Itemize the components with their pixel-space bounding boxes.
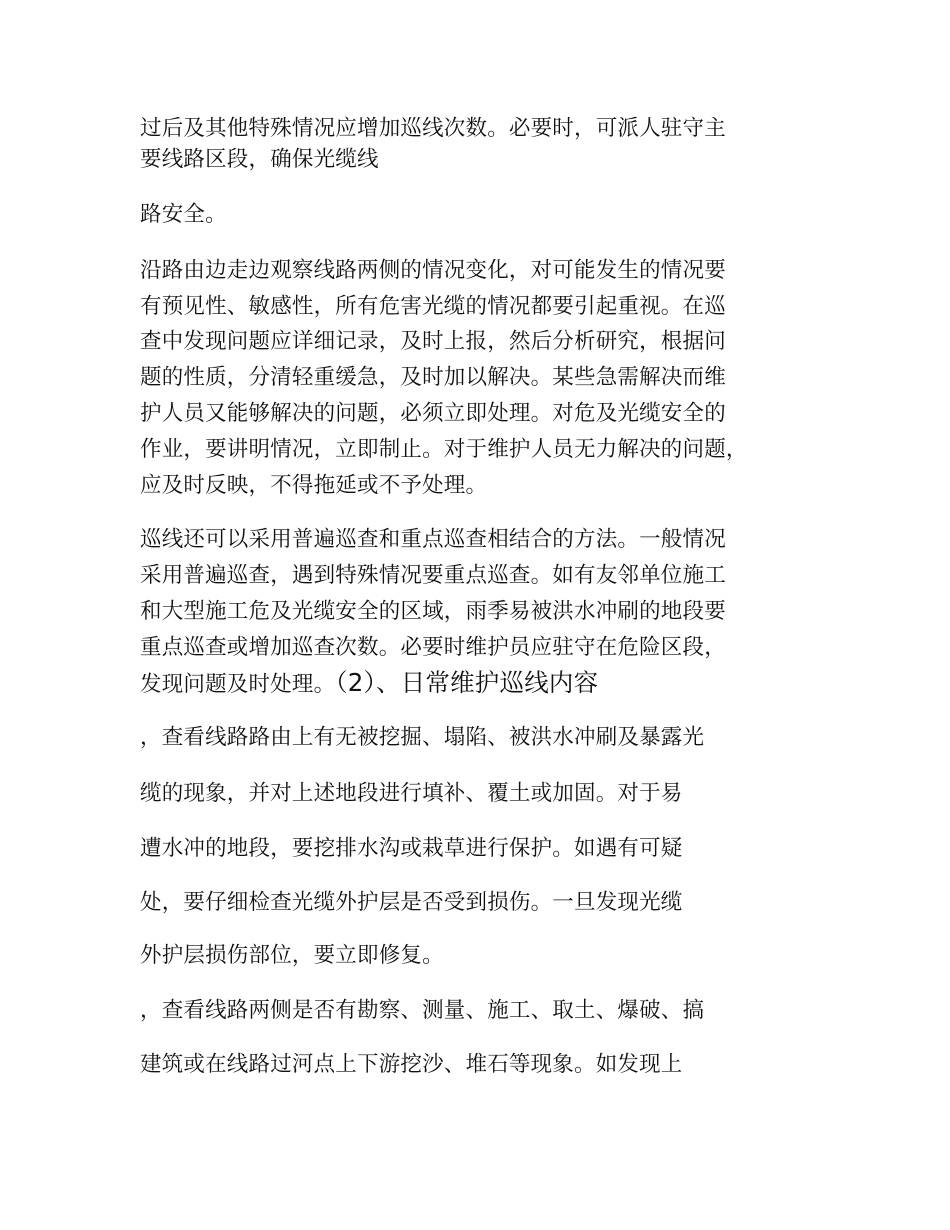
text-line: 路安全。 <box>140 202 227 227</box>
text-line: 过后及其他特殊情况应增加巡线次数。必要时，可派人驻守主 <box>140 116 726 141</box>
text-line: 采用普遍巡查，遇到特殊情况要重点巡查。如有友邻单位施工 <box>140 563 726 588</box>
text-line: 缆的现象，并对上述地段进行填补、覆土或加固。对于易 <box>140 781 683 806</box>
text-line: ，查看线路路由上有无被挖掘、塌陷、被洪水冲刷及暴露光 <box>140 725 705 750</box>
text-line: 有预见性、敏感性，所有危害光缆的情况都要引起重视。在巡 <box>140 294 726 319</box>
text-line: 外护层损伤部位，要立即修复。 <box>140 943 444 968</box>
text-line: 重点巡查或增加巡查次数。必要时维护员应驻守在危险区段， <box>140 635 726 660</box>
text-line: 建筑或在线路过河点上下游挖沙、堆石等现象。如发现上 <box>140 1052 683 1077</box>
text-line: ，查看线路两侧是否有勘察、测量、施工、取土、爆破、搞 <box>140 998 705 1023</box>
text-line: 应及时反映，不得拖延或不予处理。 <box>140 473 488 498</box>
text-line: 题的性质，分清轻重缓急，及时加以解决。某些急需解决而维 <box>140 365 726 390</box>
text-line: 查中发现问题应详细记录，及时上报，然后分析研究，根据问 <box>140 329 726 354</box>
text-line: 护人员又能够解决的问题，必须立即处理。对危及光缆安全的 <box>140 401 726 426</box>
text-line: 和大型施工危及光缆安全的区域，雨季易被洪水冲刷的地段要 <box>140 599 726 624</box>
text-line: 遭水冲的地段，要挖排水沟或栽草进行保护。如遇有可疑 <box>140 836 683 861</box>
text-line: 巡线还可以采用普遍巡查和重点巡查相结合的方法。一般情况 <box>140 527 726 552</box>
text-line: 沿路由边走边观察线路两侧的情况变化，对可能发生的情况要 <box>140 258 726 283</box>
text-line: 处，要仔细检查光缆外护层是否受到损伤。一旦发现光缆 <box>140 890 683 915</box>
text-line: 作业，要讲明情况，立即制止。对于维护人员无力解决的问题， <box>140 437 748 462</box>
text-line <box>140 670 598 698</box>
text-line: 要线路区段，确保光缆线 <box>140 147 379 172</box>
text-fragment: 发现问题及时处理。 <box>140 672 336 697</box>
section-heading: （2）、日常维护巡线内容 <box>335 668 599 697</box>
